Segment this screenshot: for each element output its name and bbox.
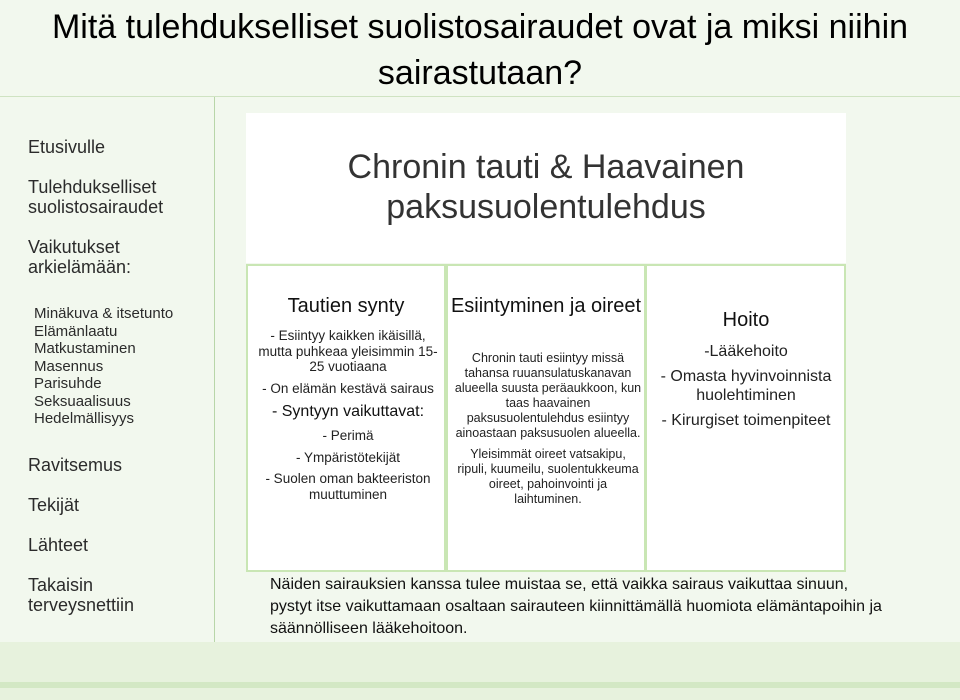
card-treatment [646,264,846,572]
nav-link-daily-life[interactable]: Vaikutukset arkielämään: [28,237,132,277]
sub-nav-fertility[interactable]: Hedelmällisyys [34,410,135,427]
footer-stripe [0,642,960,700]
nav-link-back[interactable]: Takaisin terveysnettiin [28,575,135,615]
origin-line-lifelong: - On elämän kestävä sairaus [262,380,434,396]
sub-nav-list [34,305,173,428]
bottom-note: Näiden sairauksien kanssa tulee muistaa se, että vaikka sairaus vaikuttaa sinuun, pystyt itse vaikuttamaan osaltaan sairauteen kiinnittämällä huomiota elämäntapoihin ja säännölliseen lääkehoitoon. [270,576,882,637]
symptoms-paragraph-common: Yleisimmät oireet vatsakipu, ripuli, kuumeilu, suolentukkeuma oireet, pahoinvointi ja laihtuminen. [457,447,639,506]
page-title: Mitä tulehdukselliset suolistosairaudet ovat ja miksi niihin sairastutaan? [51,8,909,92]
nav-link-authors[interactable]: Tekijät [28,495,80,515]
origin-line-age: - Esiintyy kaikken ikäisillä, mutta puhkeaa yleisimmin 15-25 vuotiaana [258,328,438,374]
origin-line-environment: - Ympäristötekijät [295,449,401,465]
card-heading-treatment: Hoito [722,309,770,331]
card-heading-symptoms: Esiintyminen ja oireet [450,295,642,317]
sub-nav-depression[interactable]: Masennus [34,357,104,375]
nav-link-home[interactable]: Etusivulle [28,137,106,157]
origin-line-genetics: - Perimä [322,428,374,443]
sub-nav-travel[interactable]: Matkustaminen [34,340,136,357]
main-title: Chronin tauti & Haavainen paksusuolentulehdus [347,148,745,226]
symptoms-paragraph-occurrence: Chronin tauti esiintyy missä tahansa ruuansulatuskanavan alueella suusta peräaukkoon, kun taas haavainen paksusuolentulehdus esiintyy ainoastaan paksusuolen alueella. [454,351,642,440]
card-heading-origin: Tautien synty [287,295,405,317]
header [0,0,960,97]
nav-link-nutrition[interactable]: Ravitsemus [28,455,123,475]
main-title-box [246,113,846,263]
card-symptoms [446,264,646,572]
card-disease-origin [246,264,446,572]
origin-line-bacteria: - Suolen oman bakteeriston muuttuminen [265,471,431,502]
nav-link-sources[interactable]: Lähteet [28,535,89,555]
treatment-line-surgery: - Kirurgiset toimenpiteet [661,412,831,429]
treatment-line-wellbeing: - Omasta hyvinvoinnista huolehtiminen [660,368,832,404]
sub-nav-sexuality[interactable]: Seksuaalisuus [34,392,131,410]
sub-nav-self-image[interactable]: Minäkuva & itsetunto [34,305,174,322]
sub-nav-relationship[interactable]: Parisuhde [34,375,102,392]
treatment-line-medication: -Lääkehoito [704,343,788,360]
sub-nav-quality-of-life[interactable]: Elämänlaatu [34,322,118,340]
nav-link-diseases[interactable]: Tulehdukselliset suolistosairaudet [28,177,164,217]
footer-divider [0,682,960,688]
sidebar [0,97,215,642]
origin-label-factors: - Syntyyn vaikuttavat: [271,403,425,420]
